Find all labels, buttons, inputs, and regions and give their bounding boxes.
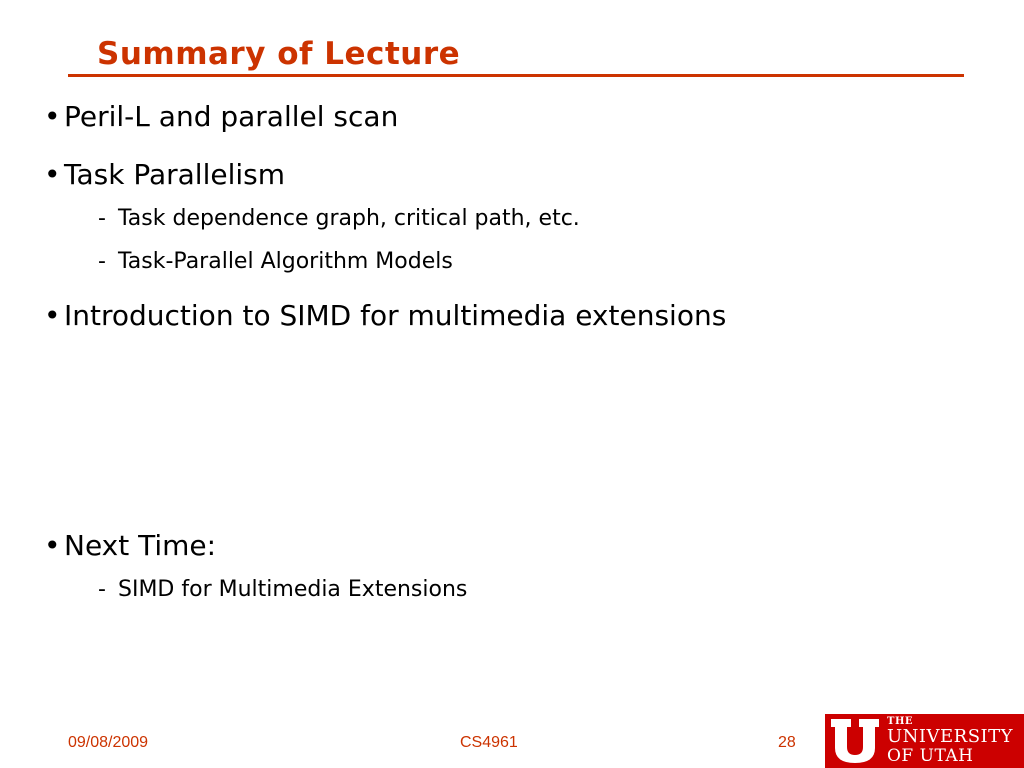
footer-page-number: 28 [778, 734, 796, 751]
block-u-icon [829, 717, 881, 765]
bullet-dot-icon: • [44, 100, 61, 133]
sub-bullet-text: Task-Parallel Algorithm Models [118, 249, 453, 274]
bullet-text: Peril-L and parallel scan [64, 100, 399, 133]
sub-bullet-text: Task dependence graph, critical path, etc. [118, 206, 580, 231]
sub-bullet-dash-icon: - [98, 577, 106, 602]
bullet-text: Task Parallelism [64, 158, 285, 191]
bullet-item [44, 100, 398, 133]
sub-bullet-item [98, 249, 453, 274]
sub-bullet-item [98, 206, 580, 231]
university-logo [825, 714, 1024, 768]
logo-text-the: THE [887, 716, 914, 727]
bullet-dot-icon: • [44, 299, 61, 332]
bullet-dot-icon: • [44, 529, 61, 562]
sub-bullet-dash-icon: - [98, 206, 106, 231]
footer-course: CS4961 [460, 734, 518, 751]
bullet-item [44, 158, 285, 191]
bullet-text: Introduction to SIMD for multimedia extensions [64, 299, 727, 332]
bullet-item [44, 529, 216, 562]
logo-text-of-utah: OF UTAH [887, 746, 974, 766]
sub-bullet-item [98, 577, 467, 602]
logo-text-university: UNIVERSITY [887, 726, 1014, 747]
sub-bullet-dash-icon: - [98, 249, 106, 274]
slide-title: Summary of Lecture [97, 36, 461, 72]
footer-date: 09/08/2009 [68, 734, 149, 751]
bullet-text: Next Time: [64, 529, 217, 562]
title-underline [68, 74, 964, 77]
bullet-item [44, 299, 726, 332]
bullet-dot-icon: • [44, 158, 61, 191]
sub-bullet-text: SIMD for Multimedia Extensions [118, 577, 468, 602]
